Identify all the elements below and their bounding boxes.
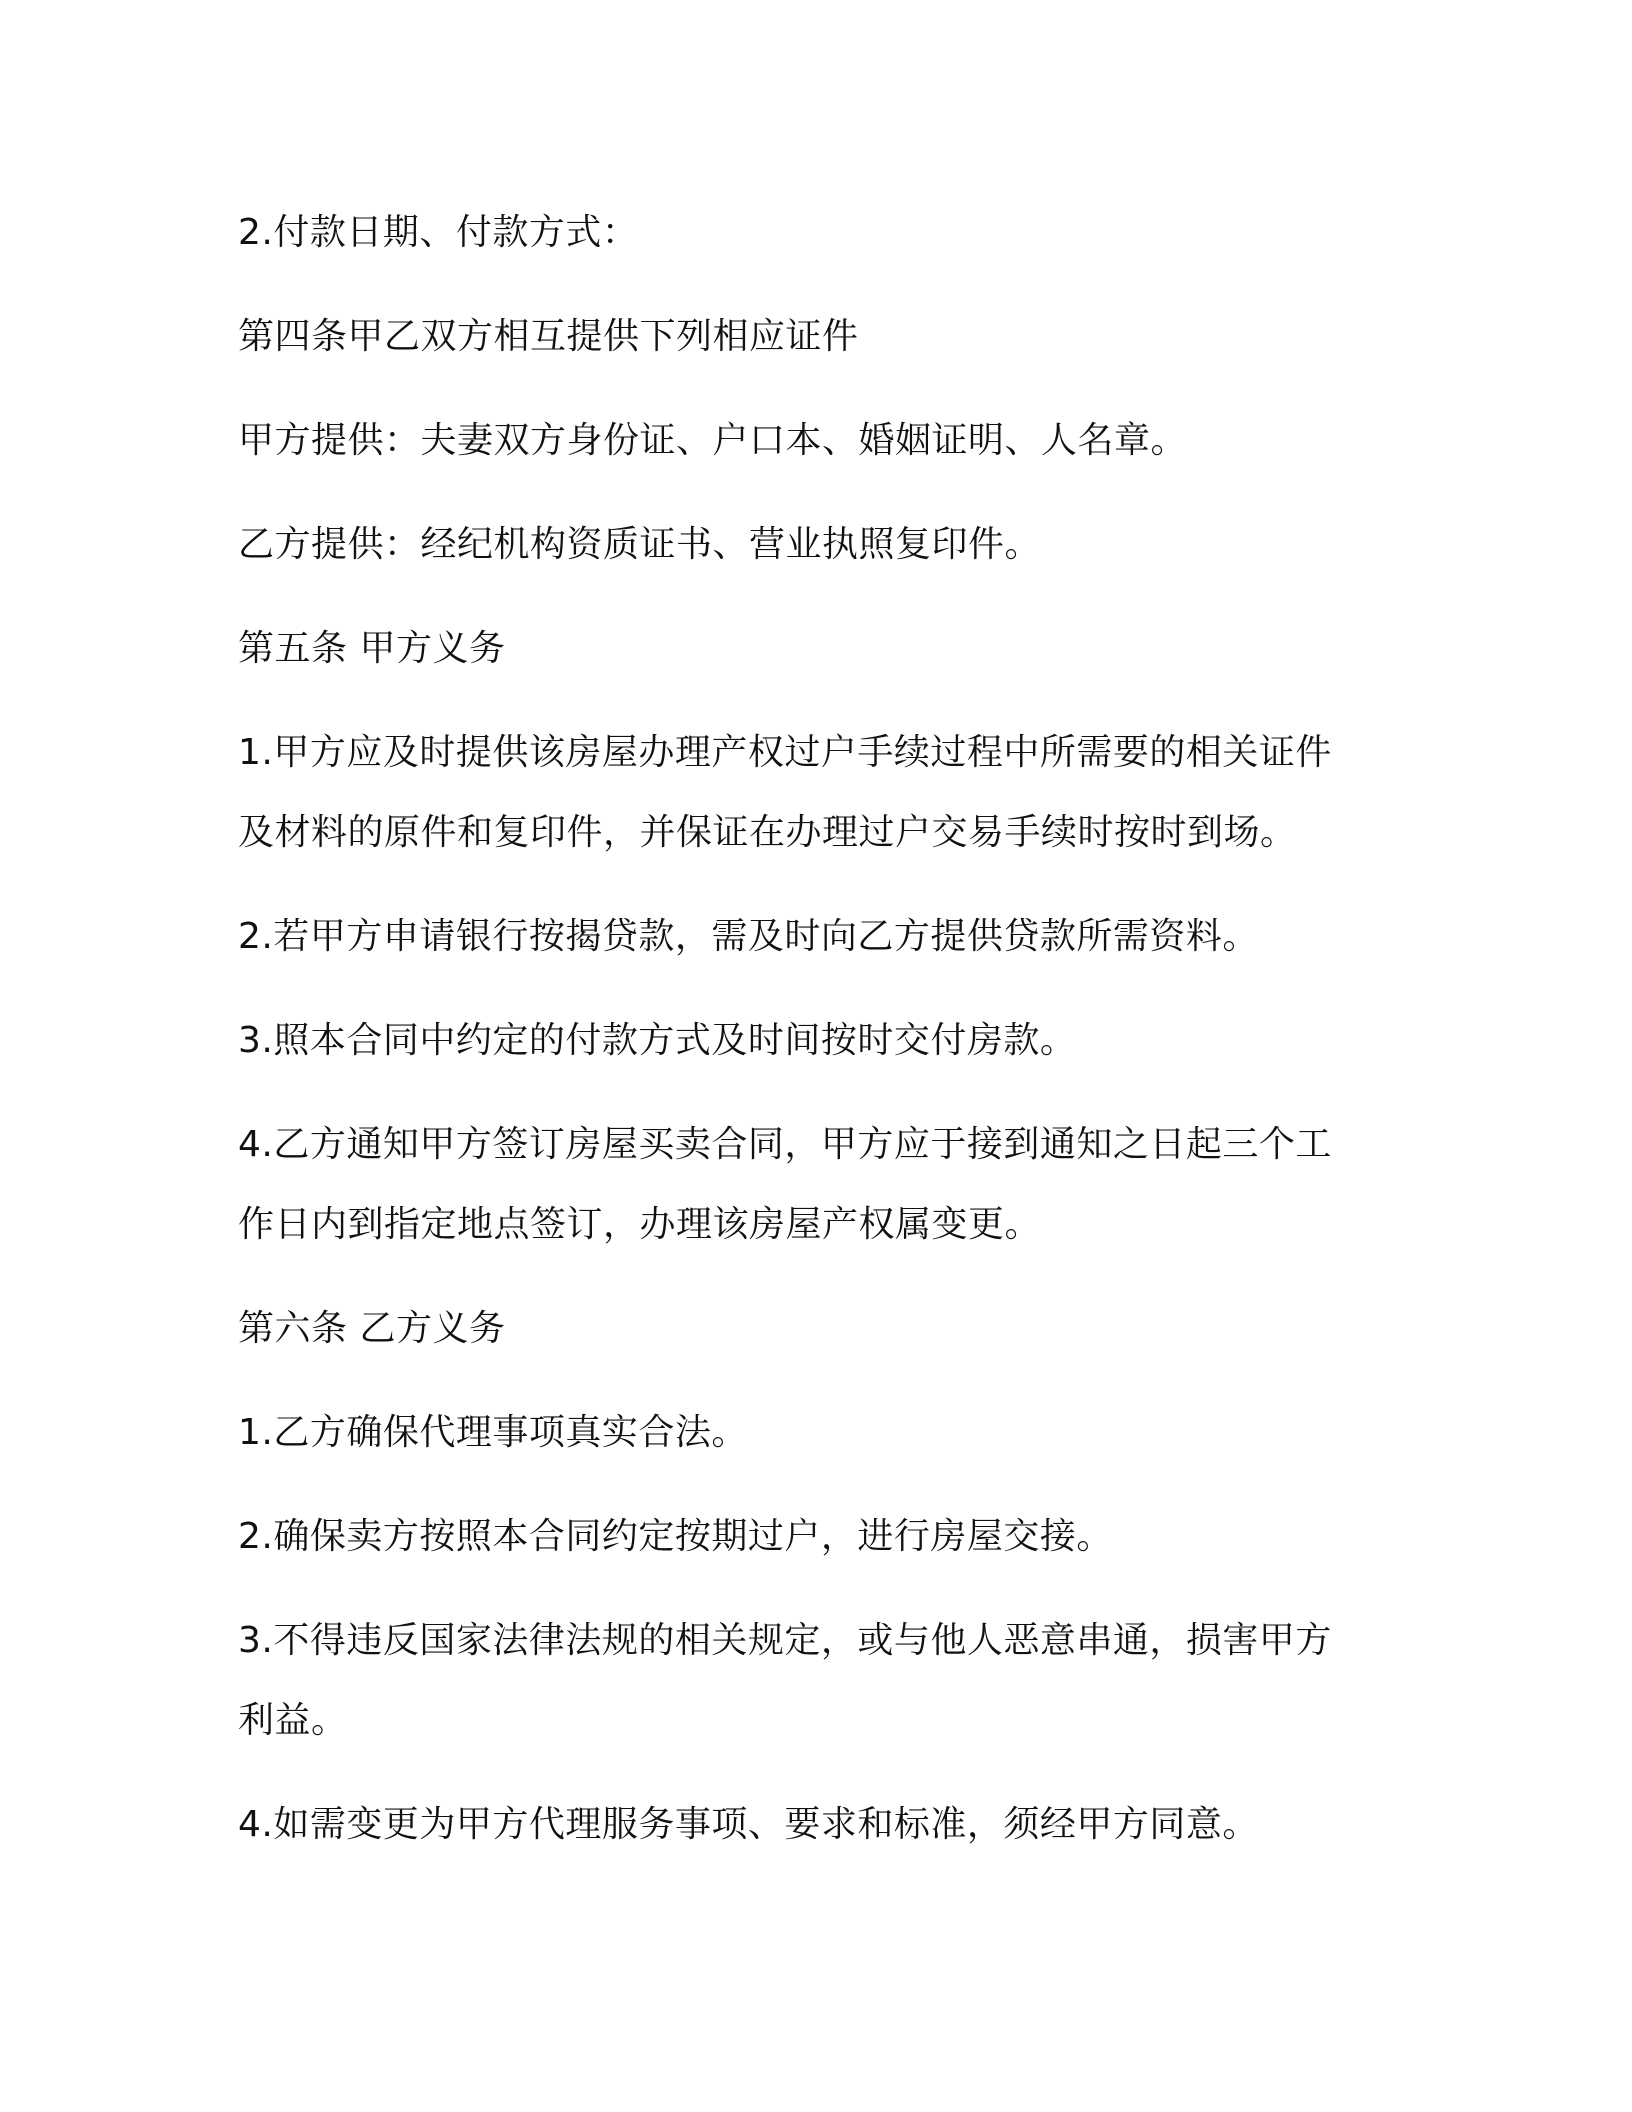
article-6-item-4: 4.如需变更为甲方代理服务事项、要求和标准，须经甲方同意。 — [238, 1804, 1259, 1845]
party-b-provides: 乙方提供：经纪机构资质证书、营业执照复印件。 — [238, 524, 1042, 565]
article-5-item-1: 1.甲方应及时提供该房屋办理产权过户手续过程中所需要的相关证件及材料的原件和复印件，并保证在办理过户交易手续时按时到场。 — [238, 732, 1332, 853]
article-6-item-1: 1.乙方确保代理事项真实合法。 — [238, 1412, 748, 1453]
party-a-provides: 甲方提供：夫妻双方身份证、户口本、婚姻证明、人名章。 — [238, 420, 1188, 461]
article-5-item-2: 2.若甲方申请银行按揭贷款，需及时向乙方提供贷款所需资料。 — [238, 916, 1259, 957]
document-body — [238, 193, 1368, 1889]
article-6-heading: 第六条 乙方义务 — [238, 1308, 506, 1349]
article-4-heading: 第四条甲乙双方相互提供下列相应证件 — [238, 316, 859, 357]
article-5-heading: 第五条 甲方义务 — [238, 628, 506, 669]
article-6-item-2: 2.确保卖方按照本合同约定按期过户，进行房屋交接。 — [238, 1516, 1113, 1557]
article-5-item-4: 4.乙方通知甲方签订房屋买卖合同，甲方应于接到通知之日起三个工作日内到指定地点签订，办理该房屋产权属变更。 — [238, 1124, 1332, 1245]
article-6-item-3: 3.不得违反国家法律法规的相关规定，或与他人恶意串通，损害甲方利益。 — [238, 1620, 1332, 1741]
article-5-item-3: 3.照本合同中约定的付款方式及时间按时交付房款。 — [238, 1020, 1077, 1061]
payment-date-method-line: 2.付款日期、付款方式： — [238, 212, 639, 253]
